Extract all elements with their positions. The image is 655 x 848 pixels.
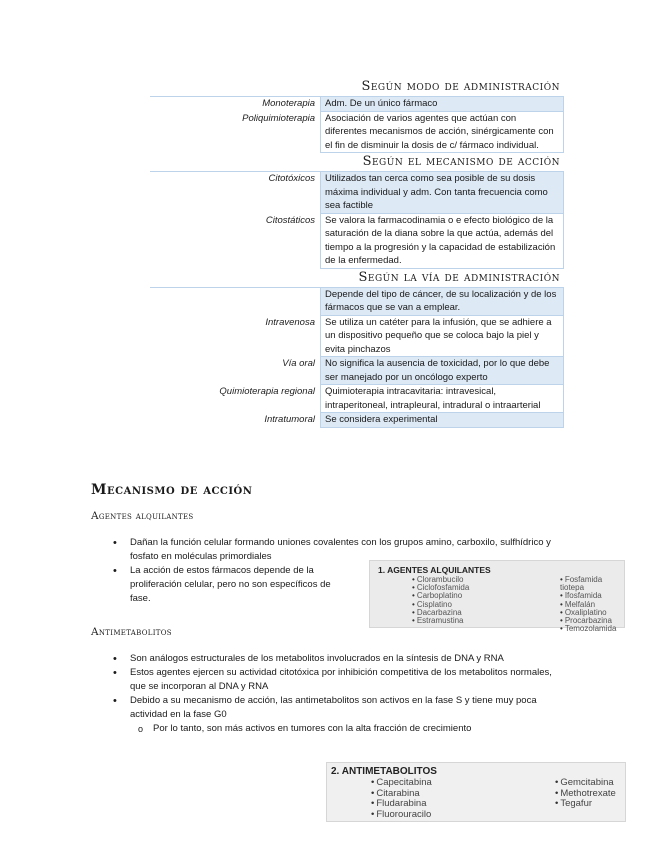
row-definition: No significa la ausencia de toxicidad, por lo que debe ser manejado por un oncólogo experto [320, 357, 564, 385]
row-definition: Quimioterapia intracavitaria: intravesical, intraperitoneal, intrapleural, intradural o intraarterial [320, 385, 564, 413]
drug-name: • Melfalán [560, 601, 624, 609]
table-row [150, 97, 564, 112]
drug-name: • Cisplatino [412, 601, 469, 609]
section-title-admin-mode: Según modo de administración [150, 78, 564, 97]
drug-name: • Dacarbazina [412, 609, 469, 617]
row-definition: Se valora la farmacodinamia o e efecto biológico de la saturación de la diana sobre la que actúa, además del tiempo a la progresión y la capacidad de estabilización de la enfermedad. [320, 214, 564, 269]
drug-name: • Temozolamida [560, 625, 624, 633]
subheading-alkylating: Agentes alquilantes [91, 510, 194, 522]
alkylating-drugs-figure [369, 560, 625, 634]
row-term [150, 288, 320, 316]
table-row [150, 316, 564, 358]
drug-name: • Procarbazina [560, 617, 624, 625]
drug-name: • Gemcitabina [555, 778, 616, 789]
row-definition: Asociación de varios agentes que actúan con diferentes mecanismos de acción, sinérgicamente con el fin de disminuir la dosis de c/ fármaco individual. [320, 112, 564, 154]
drug-name: • Ifosfamida [560, 592, 624, 600]
antimetabolites-bullet-list [113, 652, 568, 736]
row-term: Quimioterapia regional [219, 386, 315, 397]
classification-table [150, 78, 564, 428]
drug-name: • Oxaliplatino [560, 609, 624, 617]
bullet-item: • La acción de estos fármacos depende de la proliferación celular, pero no son específicos de fase. [113, 564, 352, 606]
subheading-antimetabolites: Antimetabolitos [91, 626, 172, 638]
drug-name: • Citarabina [371, 789, 432, 800]
table-row [150, 288, 564, 316]
table-row [150, 214, 564, 269]
antimetabolites-drugs-col2 [555, 778, 616, 810]
table-row [150, 413, 564, 428]
drug-name: • Fosfamida tiotepa [560, 576, 624, 592]
row-definition: Utilizados tan cerca como sea posible de su dosis máxima individual y adm. Con tanta frecuencia como sea factible [320, 172, 564, 214]
antimetabolites-figure-title: 2. ANTIMETABOLITOS [331, 766, 437, 777]
drug-name: • Capecitabina [371, 778, 432, 789]
bullet-item: • Dañan la función celular formando uniones covalentes con los grupos amino, carboxilo, sulfhídrico y fosfato en moléculas primordiales [113, 536, 553, 564]
table-row [150, 172, 564, 214]
bullet-item: • Son análogos estructurales de los metabolitos involucrados en la síntesis de DNA y RNA [113, 652, 568, 666]
row-definition: Se utiliza un catéter para la infusión, que se adhiere a un dispositivo pequeño que se coloca bajo la piel y evita pinchazos [320, 316, 564, 358]
drug-name: • Fludarabina [371, 799, 432, 810]
row-definition: Se considera experimental [320, 413, 564, 428]
row-term: Monoterapia [262, 98, 315, 109]
bullet-item: • Debido a su mecanismo de acción, las antimetabolitos son activos en la fase S y tiene muy poca actividad en la fase G0 [113, 694, 568, 722]
row-term: Poliquimioterapia [242, 112, 315, 124]
drug-name: • Methotrexate [555, 789, 616, 800]
alkylating-figure-title: 1. AGENTES ALQUILANTES [378, 565, 491, 575]
drug-name: • Carboplatino [412, 592, 469, 600]
row-definition: Adm. De un único fármaco [320, 97, 564, 112]
alkylating-drugs-col2 [560, 576, 624, 633]
row-term: Citostáticos [265, 214, 315, 226]
bullet-item: • Estos agentes ejercen su actividad citotóxica por inhibición competitiva de los metabolitos normales, que se incorporan al DNA y RNA [113, 666, 568, 694]
table-row [150, 112, 564, 154]
table-row [150, 385, 564, 413]
drug-name: • Tegafur [555, 799, 616, 810]
table-row [150, 357, 564, 385]
row-term: Citotóxicos [268, 173, 315, 184]
row-definition: Depende del tipo de cáncer, de su localización y de los fármacos que se van a emplear. [320, 288, 564, 316]
antimetabolites-drugs-col1 [371, 778, 432, 820]
section-title-mechanism: Según el mecanismo de acción [150, 153, 564, 172]
drug-name: • Clorambucilo [412, 576, 469, 584]
drug-name: • Fluorouracilo [371, 810, 432, 821]
section-title-route: Según la vía de administración [150, 269, 564, 288]
drug-name: • Ciclofosfamida [412, 584, 469, 592]
alkylating-drugs-col1 [412, 576, 469, 625]
row-term: Vía oral [282, 358, 315, 369]
row-term: Intratumoral [264, 414, 315, 425]
sub-bullet-item: o Por lo tanto, son más activos en tumores con la alta fracción de crecimiento [113, 722, 568, 736]
drug-name: • Estramustina [412, 617, 469, 625]
antimetabolites-drugs-figure [326, 762, 626, 822]
row-term: Intravenosa [265, 316, 315, 328]
section-title-mechanism: Mecanismo de acción [91, 482, 253, 498]
